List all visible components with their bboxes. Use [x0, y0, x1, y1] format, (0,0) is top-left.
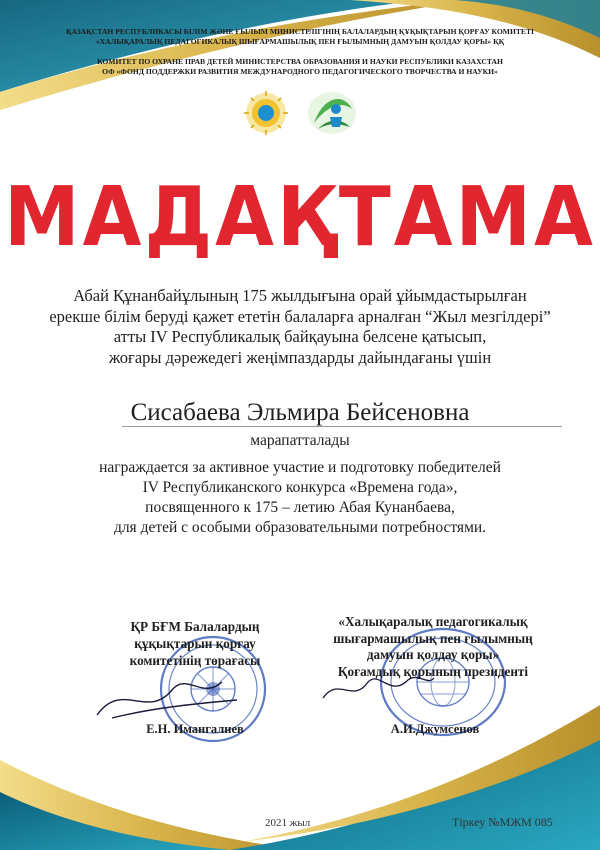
registration-number: Тіркеу №МЖМ 085 [452, 815, 553, 829]
handwritten-signature-left [92, 660, 242, 730]
signature-left-line: комитетінің төрағасы [129, 653, 261, 668]
kazakh-text-line: атты IV Республикалық байқауына белсене қатысып, [113, 327, 487, 346]
signatory-right-name: А.И.Джумсенов [390, 722, 480, 736]
kazakh-award-text [30, 286, 570, 368]
recipient-name: Сисабаева Эльмира Бейсеновна [130, 399, 470, 426]
kazakh-text-line: ерекше білім беруді қажет ететін балаларға арналған “Жыл мезгілдері” [49, 306, 551, 326]
signature-left-line: ҚР БҒМ Балалардың [130, 619, 260, 634]
header-russian-line-1: КОМИТЕТ ПО ОХРАНЕ ПРАВ ДЕТЕЙ МИНИСТЕРСТВА ОБРАЗОВАНИЯ И НАУКИ РЕСПУБЛИКИ КАЗАХСТАН [97, 57, 503, 66]
kazakh-text-line: Абай Құнанбайұлының 175 жылдығына орай ұйымдастырылған [73, 286, 527, 305]
header-kazakh [20, 27, 580, 47]
signature-right-line: Қоғамдық қорының президенті [337, 663, 529, 679]
handwritten-signature-right [318, 668, 438, 708]
russian-text-line: награждается за активное участие и подготовку победителей [99, 459, 501, 476]
issue-year: 2021 жыл [265, 817, 311, 829]
recipient-underline [122, 426, 562, 427]
russian-text-line: IV Республиканского конкурса «Времена года», [142, 479, 458, 496]
russian-text-line: для детей с особыми образовательными потребностями. [113, 519, 487, 536]
logos-row [0, 88, 600, 138]
header-kazakh-line-1: ҚАЗАҚСТАН РЕСПУБЛИКАСЫ БІЛІМ ЖӘНЕ ҒЫЛЫМ МИНИСТРЛІГІНІҢ БАЛАЛАРДЫҢ ҚҰҚЫҚТАРЫН ҚОРҒАУ КОМИТЕТІ [65, 27, 535, 36]
signatory-left-name: Е.Н. Имангалиев [146, 722, 244, 736]
signature-left-line: құқықтарын қорғау [134, 636, 256, 651]
certificate-title: МАДАҚТАМА [4, 168, 596, 265]
header-russian-line-2: ОФ «ФОНД ПОДДЕРЖКИ РАЗВИТИЯ МЕЖДУНАРОДНОГО ПЕДАГОГИЧЕСКОГО ТВОРЧЕСТВА И НАУКИ» [102, 67, 498, 76]
signature-right-line: шығармашылық пен ғылымның [333, 630, 533, 646]
kazakh-text-line: жоғары дәрежедегі жеңімпаздарды дайындағаны үшін [108, 347, 492, 367]
russian-text-line: посвященного к 175 – летию Абая Кунанбаева, [145, 499, 455, 516]
signature-right-line: «Халықаралық педагогикалық [338, 614, 528, 629]
header-russian [20, 57, 580, 77]
signature-right-line: дамуын қолдау қоры» [366, 647, 500, 662]
header-kazakh-line-2: «ХАЛЫҚАРАЛЫҚ ПЕДАГОГИКАЛЫҚ ШЫҒАРМАШЫЛЫҚ ПЕН ҒЫЛЫМНЫҢ ДАМУЫН ҚОЛДАУ ҚОРЫ» ҚҚ [95, 37, 505, 46]
awarded-word: марапатталады [250, 432, 350, 449]
sun-emblem-icon [244, 91, 288, 135]
child-globe-icon [308, 92, 356, 134]
russian-award-text [30, 458, 570, 538]
